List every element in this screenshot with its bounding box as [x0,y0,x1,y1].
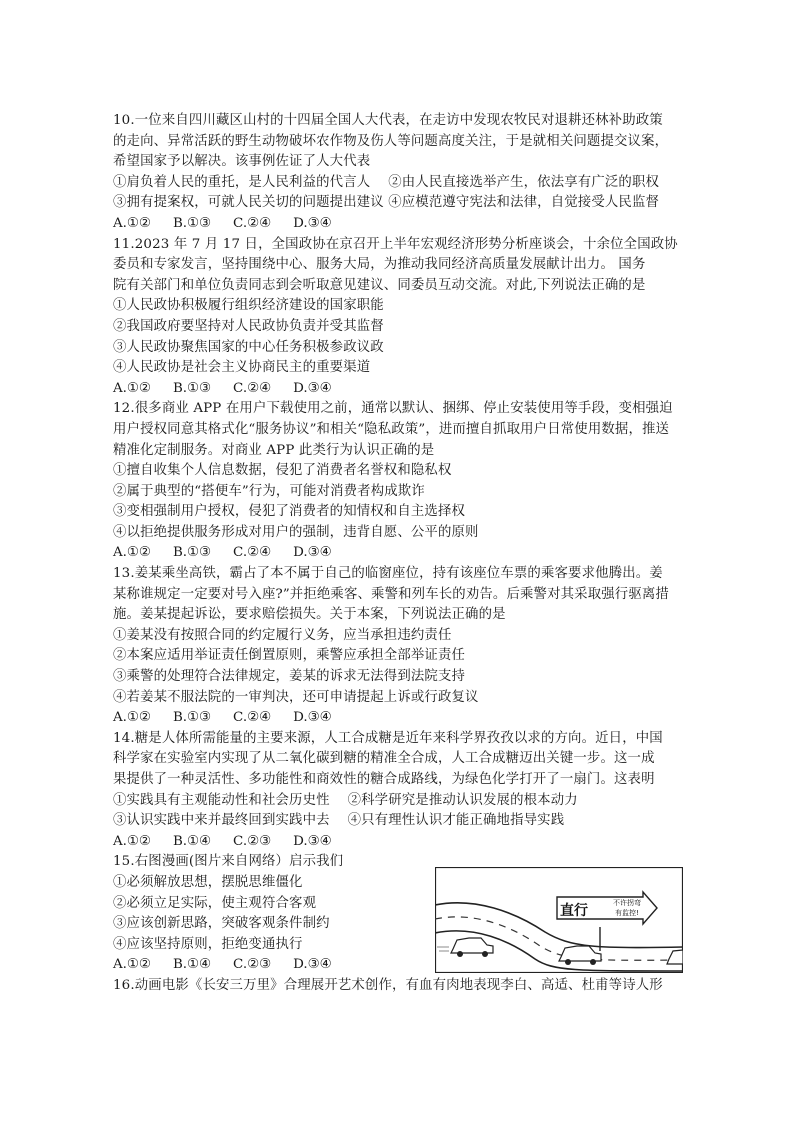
question-stem-line: 14.糖是人体所需能量的主要来源，人工合成糖是近年来科学界孜孜以求的方向。近日，中国 [113,730,663,746]
statement-line: ②必须立足实际，使主观符合客观 [113,895,317,911]
question-10 [113,111,683,235]
sign-note-text: 有监控! [615,909,639,917]
question-stem-line: 10.一位来自四川藏区山村的十四届全国人大代表，在走访中发现农牧民对退耕还林补助政策 [113,113,663,128]
road-cartoon [435,867,683,973]
choice-a[interactable]: A.①② [113,957,151,973]
statement-line: ②我国政府要坚持对人民政协负责并受其监督 [113,318,384,334]
statement-line: ①擅自收集个人信息数据，侵犯了消费者名誉权和隐私权 [113,463,452,479]
question-stem-line: 委员和专家发言，坚持围绕中心、服务大局，为推动我同经济高质量发展献计出力。 国务 [113,257,646,273]
statement-line: ①实践具有主观能动性和社会历史性 ②科学研究是推动认识发展的根本动力 [113,792,578,808]
choice-c[interactable]: C.②③ [233,957,272,973]
choice-b[interactable]: B.①③ [172,545,212,561]
statement-line: ④人民政协是社会主义协商民主的重要渠道 [113,360,371,376]
question-stem-line: 施。姜某提起诉讼，要求赔偿损失。关于本案，下列说法正确的是 [113,607,506,623]
answer-choices [113,214,683,235]
question-14 [113,729,683,853]
choice-a[interactable]: A.①② [113,380,151,396]
question-stem-line: 12.很多商业 APP 在用户下载使用之前，通常以默认、捆绑、停止安装使用等手段，变相强迫 [113,401,673,417]
answer-choices [113,543,683,564]
choice-c[interactable]: C.②④ [233,545,272,561]
choice-d[interactable]: D.③④ [293,957,332,973]
choice-b[interactable]: B.①④ [172,833,212,849]
statement-line: ③乘警的处理符合法律规定，姜某的诉求无法得到法院支持 [113,669,466,685]
question-stem-line: 精准化定制服务。对商业 APP 此类行为认识正确的是 [113,442,435,458]
choice-a[interactable]: A.①② [113,710,151,726]
statement-line: ④若姜某不服法院的一审判决，还可申请提起上诉或行政复议 [113,689,479,705]
question-stem-line: 的走向、异常活跃的野生动物破坏农作物及伤人等问题高度关注，于是就相关问题提交议案， [113,133,669,149]
question-stem-line: 15.右图漫画(图片来自网络）启示我们 [113,854,344,870]
question-stem-line: 某称谁规定一定要对号入座?”并拒绝乘客、乘警和列车长的劝告。后乘警对其采取强行驱离措 [113,586,669,602]
question-stem-line: 16.动画电影《长安三万里》合理展开艺术创作，有血有肉地表现李白、高适、杜甫等诗人形 [113,977,663,993]
choice-b[interactable]: B.①③ [172,215,212,231]
sign-note-text: 不许拐弯 [613,899,641,907]
statement-line: ①必须解放思想，摆脱思维僵化 [113,874,303,890]
question-stem-line: 13.姜某乘坐高铁，霸占了本不属于自己的临窗座位，持有该座位车票的乘客要求他腾出。姜 [113,566,663,582]
exam-page [113,111,683,997]
choice-a[interactable]: A.①② [113,215,151,231]
choice-b[interactable]: B.①③ [172,380,212,396]
statement-line: ②属于典型的“搭便车”行为，可能对消费者构成欺诈 [113,483,425,499]
sign-main-text: 直行 [560,903,588,919]
statement-line: ③变相强制用户授权，侵犯了消费者的知情权和自主选择权 [113,504,466,520]
choice-b[interactable]: B.①③ [172,710,212,726]
choice-d[interactable]: D.③④ [293,545,332,561]
statement-line: ③认识实践中来并最终回到实践中去 ④只有理性认识才能正确地指导实践 [113,813,565,829]
question-16 [113,976,683,997]
choice-c[interactable]: C.②④ [233,215,272,231]
question-stem-line: 11.2023 年 7 月 17 日，全国政协在京召开上半年宏观经济形势分析座谈会，十余位全国政协 [113,236,678,252]
choice-b[interactable]: B.①④ [172,957,212,973]
choice-c[interactable]: C.②③ [233,833,272,849]
statement-line: ③应该创新思路，突破客观条件制约 [113,916,330,932]
statement-line: ①肩负着人民的重托，是人民利益的代言人 ②由人民直接选举产生，依法享有广泛的职权 [113,174,660,190]
answer-choices [113,955,423,976]
question-13 [113,564,683,729]
choice-d[interactable]: D.③④ [293,833,332,849]
choice-a[interactable]: A.①② [113,833,151,849]
choice-c[interactable]: C.②④ [233,710,272,726]
statement-line: ④应该坚持原则，拒绝变通执行 [113,936,303,952]
question-stem-line: 科学家在实验室内实现了从二氧化碳到糖的精准全合成，人工合成糖迈出关键一步。这一成 [113,751,655,767]
answer-choices [113,708,683,729]
choice-a[interactable]: A.①② [113,545,151,561]
choice-d[interactable]: D.③④ [293,380,332,396]
question-stem-line: 院有关部门和单位负责同志到会听取意见建议、同委员互动交流。对此,下列说法正确的是 [113,277,646,293]
question-12 [113,399,683,564]
statement-line: ④以拒绝提供服务形成对用户的强制，违背自愿、公平的原则 [113,524,479,540]
question-11 [113,235,683,400]
answer-choices [113,832,683,853]
choice-d[interactable]: D.③④ [293,215,332,231]
question-stem-line: 希望国家予以解决。该事例佐证了人大代表 [113,154,371,170]
statement-line: ①姜某没有按照合同的约定履行义务，应当承担违约责任 [113,627,452,643]
question-stem-line: 用户授权同意其格式化“服务协议”和相关“隐私政策”，进而擅自抓取用户日常使用数据，推送 [113,421,670,437]
statement-line: ③人民政协聚焦国家的中心任务积极参政议政 [113,339,384,355]
statement-line: ①人民政协积极履行组织经济建设的国家职能 [113,298,384,314]
choice-c[interactable]: C.②④ [233,380,272,396]
statement-line: ②本案应适用举证责任倒置原则，乘警应承担全部举证责任 [113,648,466,664]
statement-line: ③拥有提案权，可就人民关切的问题提出建议 ④应模范遵守宪法和法律，自觉接受人民监督 [113,195,660,211]
choice-d[interactable]: D.③④ [293,710,332,726]
question-stem-line: 果提供了一种灵活性、多功能性和商效性的糖合成路线，为绿色化学打开了一扇门。这表明 [113,772,655,787]
question-15 [113,852,423,976]
answer-choices [113,379,683,400]
